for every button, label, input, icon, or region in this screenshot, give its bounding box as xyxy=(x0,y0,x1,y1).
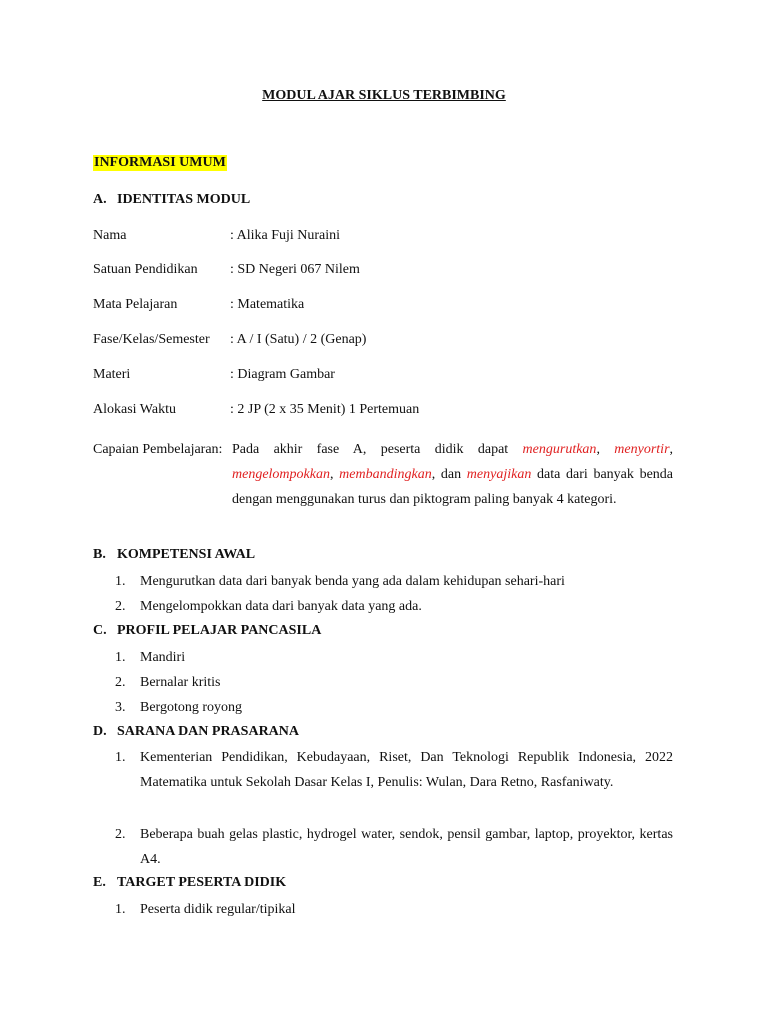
section-title: KOMPETENSI AWAL xyxy=(117,547,256,562)
identitas-value-nama: : Alika Fuji Nuraini xyxy=(230,228,341,243)
section-letter: B. xyxy=(93,547,106,562)
keyword-membandingkan: membandingkan xyxy=(339,467,432,482)
identitas-value-fase: : A / I (Satu) / 2 (Genap) xyxy=(230,332,367,347)
section-title: PROFIL PELAJAR PANCASILA xyxy=(117,623,322,638)
list-item: 1. Mengurutkan data dari banyak benda yang ada dalam kehidupan sehari-hari xyxy=(115,574,565,589)
informasi-umum-heading: INFORMASI UMUM xyxy=(94,155,226,170)
list-item: 2. Bernalar kritis xyxy=(115,675,221,690)
section-e-heading xyxy=(93,875,286,891)
identitas-label-fase: Fase/Kelas/Semester xyxy=(93,332,210,347)
identitas-label-mapel: Mata Pelajaran xyxy=(93,297,178,312)
identitas-value-satuan: : SD Negeri 067 Nilem xyxy=(230,262,360,277)
capaian-pembelajaran xyxy=(93,437,673,512)
list-item: 1. Peserta didik regular/tipikal xyxy=(115,902,296,917)
document-title: MODUL AJAR SIKLUS TERBIMBING xyxy=(262,88,506,103)
identitas-value-mapel: : Matematika xyxy=(230,297,305,312)
list-item: 2. Beberapa buah gelas plastic, hydrogel water, sendok, pensil gambar, laptop, proyektor, kertas A4. xyxy=(115,827,673,867)
identitas-value-alokasi: : 2 JP (2 x 35 Menit) 1 Pertemuan xyxy=(230,402,420,417)
keyword-mengurutkan: mengurutkan xyxy=(522,442,597,457)
section-a-heading xyxy=(93,192,250,208)
identitas-label-satuan: Satuan Pendidikan xyxy=(93,262,198,277)
keyword-menyortir: menyortir xyxy=(614,442,670,457)
section-letter: D. xyxy=(93,724,107,739)
identitas-label-nama: Nama xyxy=(93,228,127,243)
section-title: TARGET PESERTA DIDIK xyxy=(117,875,287,890)
section-c-heading xyxy=(93,623,321,639)
identitas-value-materi: : Diagram Gambar xyxy=(230,367,335,382)
capaian-text: Pada akhir fase A, peserta didik dapat mengurutkan, menyortir, mengelompokkan, membandingkan, dan menyajikan data dari banyak benda dengan menggunakan turus dan piktogram paling banyak 4 kategori. xyxy=(232,442,674,507)
identitas-label-materi: Materi xyxy=(93,367,131,382)
section-letter: C. xyxy=(93,623,107,638)
section-b-heading xyxy=(93,547,255,563)
identitas-label-alokasi: Alokasi Waktu xyxy=(93,402,176,417)
list-item: 1. Kementerian Pendidikan, Kebudayaan, Riset, Dan Teknologi Republik Indonesia, 2022 Matematika untuk Sekolah Dasar Kelas I, Penulis: Wulan, Dara Retno, Rasfaniwaty. xyxy=(115,750,673,790)
list-item: 2. Mengelompokkan data dari banyak data yang ada. xyxy=(115,599,422,614)
section-letter: E. xyxy=(93,875,106,890)
keyword-mengelompokkan: mengelompokkan xyxy=(232,467,330,482)
section-letter: A. xyxy=(93,192,107,207)
capaian-label: Capaian Pembelajaran: xyxy=(93,442,223,457)
list-item: 3. Bergotong royong xyxy=(115,700,243,715)
keyword-menyajikan: menyajikan xyxy=(466,467,532,482)
section-title: IDENTITAS MODUL xyxy=(117,192,251,207)
section-title: SARANA DAN PRASARANA xyxy=(117,724,300,739)
list-item: 1. Mandiri xyxy=(115,650,186,665)
section-d-heading xyxy=(93,724,299,740)
